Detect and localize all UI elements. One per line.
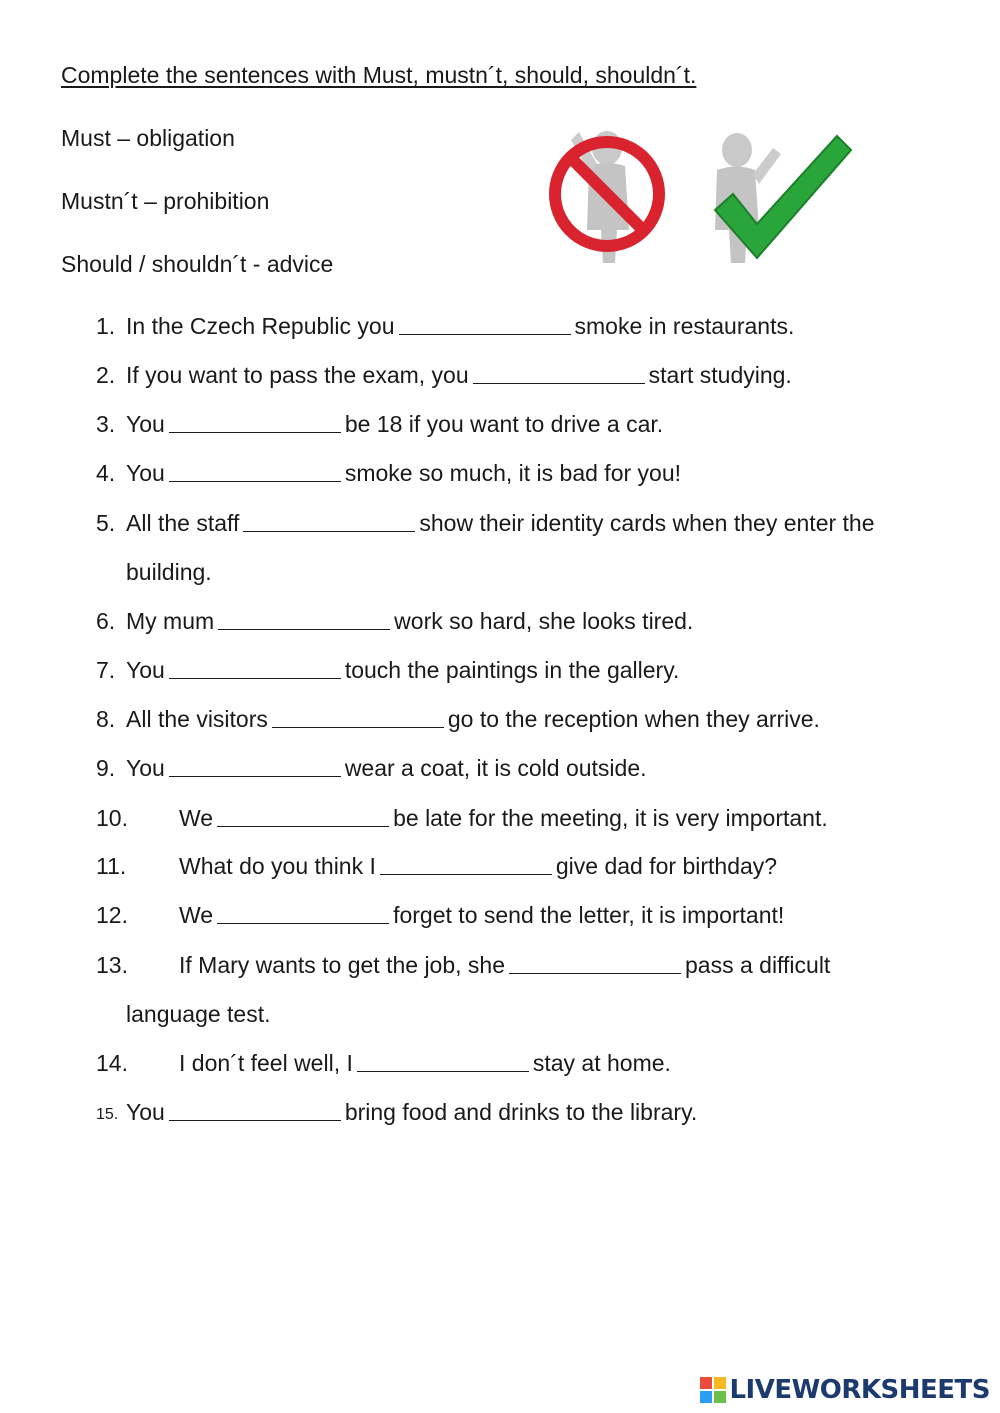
brand-footer[interactable]	[700, 1373, 990, 1407]
question-text: You	[126, 460, 165, 486]
question-number: 10.	[96, 805, 128, 831]
question-text: pass a difficult	[685, 952, 831, 978]
question-number: 2.	[96, 362, 116, 388]
question-text: All the staff	[126, 510, 240, 536]
question-text: You	[126, 411, 165, 437]
question-text: You	[126, 755, 165, 781]
question-number: 14.	[96, 1050, 128, 1076]
answer-blank[interactable]	[380, 854, 552, 875]
brand-name: LIVEWORKSHEETS	[729, 1375, 990, 1405]
answer-blank[interactable]	[509, 953, 681, 974]
question-text: go to the reception when they arrive.	[447, 706, 820, 732]
legend-must: Must – obligation	[61, 125, 235, 151]
question-number: 1.	[96, 313, 116, 339]
answer-blank[interactable]	[473, 363, 645, 384]
answer-blank[interactable]	[243, 511, 415, 532]
question-text: show their identity cards when they enter the	[419, 510, 875, 536]
answer-blank[interactable]	[169, 461, 341, 482]
worksheet-title: Complete the sentences with Must, mustn´t, should, shouldn´t.	[61, 62, 697, 88]
question-text: You	[126, 1099, 165, 1125]
answer-blank[interactable]	[399, 314, 571, 335]
question-text: All the visitors	[126, 706, 268, 732]
answer-blank[interactable]	[357, 1051, 529, 1072]
question-text: smoke in restaurants.	[574, 313, 795, 339]
question-number: 13.	[96, 952, 128, 978]
question-text: start studying.	[648, 362, 792, 388]
question-text: be 18 if you want to drive a car.	[344, 411, 664, 437]
question-number: 11.	[96, 853, 127, 879]
question-text: stay at home.	[532, 1050, 671, 1076]
answer-blank[interactable]	[169, 412, 341, 433]
question-text: work so hard, she looks tired.	[394, 608, 694, 634]
question-text: In the Czech Republic you	[126, 313, 395, 339]
question-text-continued: language test.	[126, 1001, 271, 1027]
question-text: forget to send the letter, it is important!	[393, 902, 785, 928]
answer-blank[interactable]	[169, 756, 341, 777]
question-number: 12.	[96, 902, 128, 928]
question-text: We	[179, 805, 214, 831]
liveworksheets-logo-icon	[700, 1377, 726, 1403]
answer-blank[interactable]	[272, 707, 444, 728]
answer-blank[interactable]	[217, 903, 389, 924]
question-number: 8.	[96, 706, 116, 732]
question-text: What do you think I	[179, 853, 376, 879]
answer-blank[interactable]	[169, 1100, 341, 1121]
question-number: 3.	[96, 411, 116, 437]
answer-blank[interactable]	[218, 609, 390, 630]
question-number: 4.	[96, 460, 116, 486]
question-number: 9.	[96, 755, 116, 781]
legend-should: Should / shouldn´t - advice	[61, 251, 334, 277]
legend-mustnt: Mustn´t – prohibition	[61, 188, 270, 214]
question-text: bring food and drinks to the library.	[344, 1099, 698, 1125]
question-text: My mum	[126, 608, 215, 634]
answer-blank[interactable]	[217, 806, 389, 827]
question-number: 5.	[96, 510, 116, 536]
question-number: 15.	[96, 1106, 119, 1123]
question-text: be late for the meeting, it is very important.	[393, 805, 828, 831]
question-text: give dad for birthday?	[555, 853, 778, 879]
question-text-continued: building.	[126, 559, 212, 585]
question-text: touch the paintings in the gallery.	[344, 657, 680, 683]
question-text: You	[126, 657, 165, 683]
question-number: 7.	[96, 657, 116, 683]
question-number: 6.	[96, 608, 116, 634]
question-text: smoke so much, it is bad for you!	[344, 460, 682, 486]
question-text: If you want to pass the exam, you	[126, 362, 469, 388]
question-text: I don´t feel well, I	[179, 1050, 353, 1076]
answer-blank[interactable]	[169, 658, 341, 679]
question-text: If Mary wants to get the job, she	[179, 952, 505, 978]
illustration	[545, 118, 865, 268]
question-text: wear a coat, it is cold outside.	[344, 755, 647, 781]
question-text: We	[179, 902, 214, 928]
